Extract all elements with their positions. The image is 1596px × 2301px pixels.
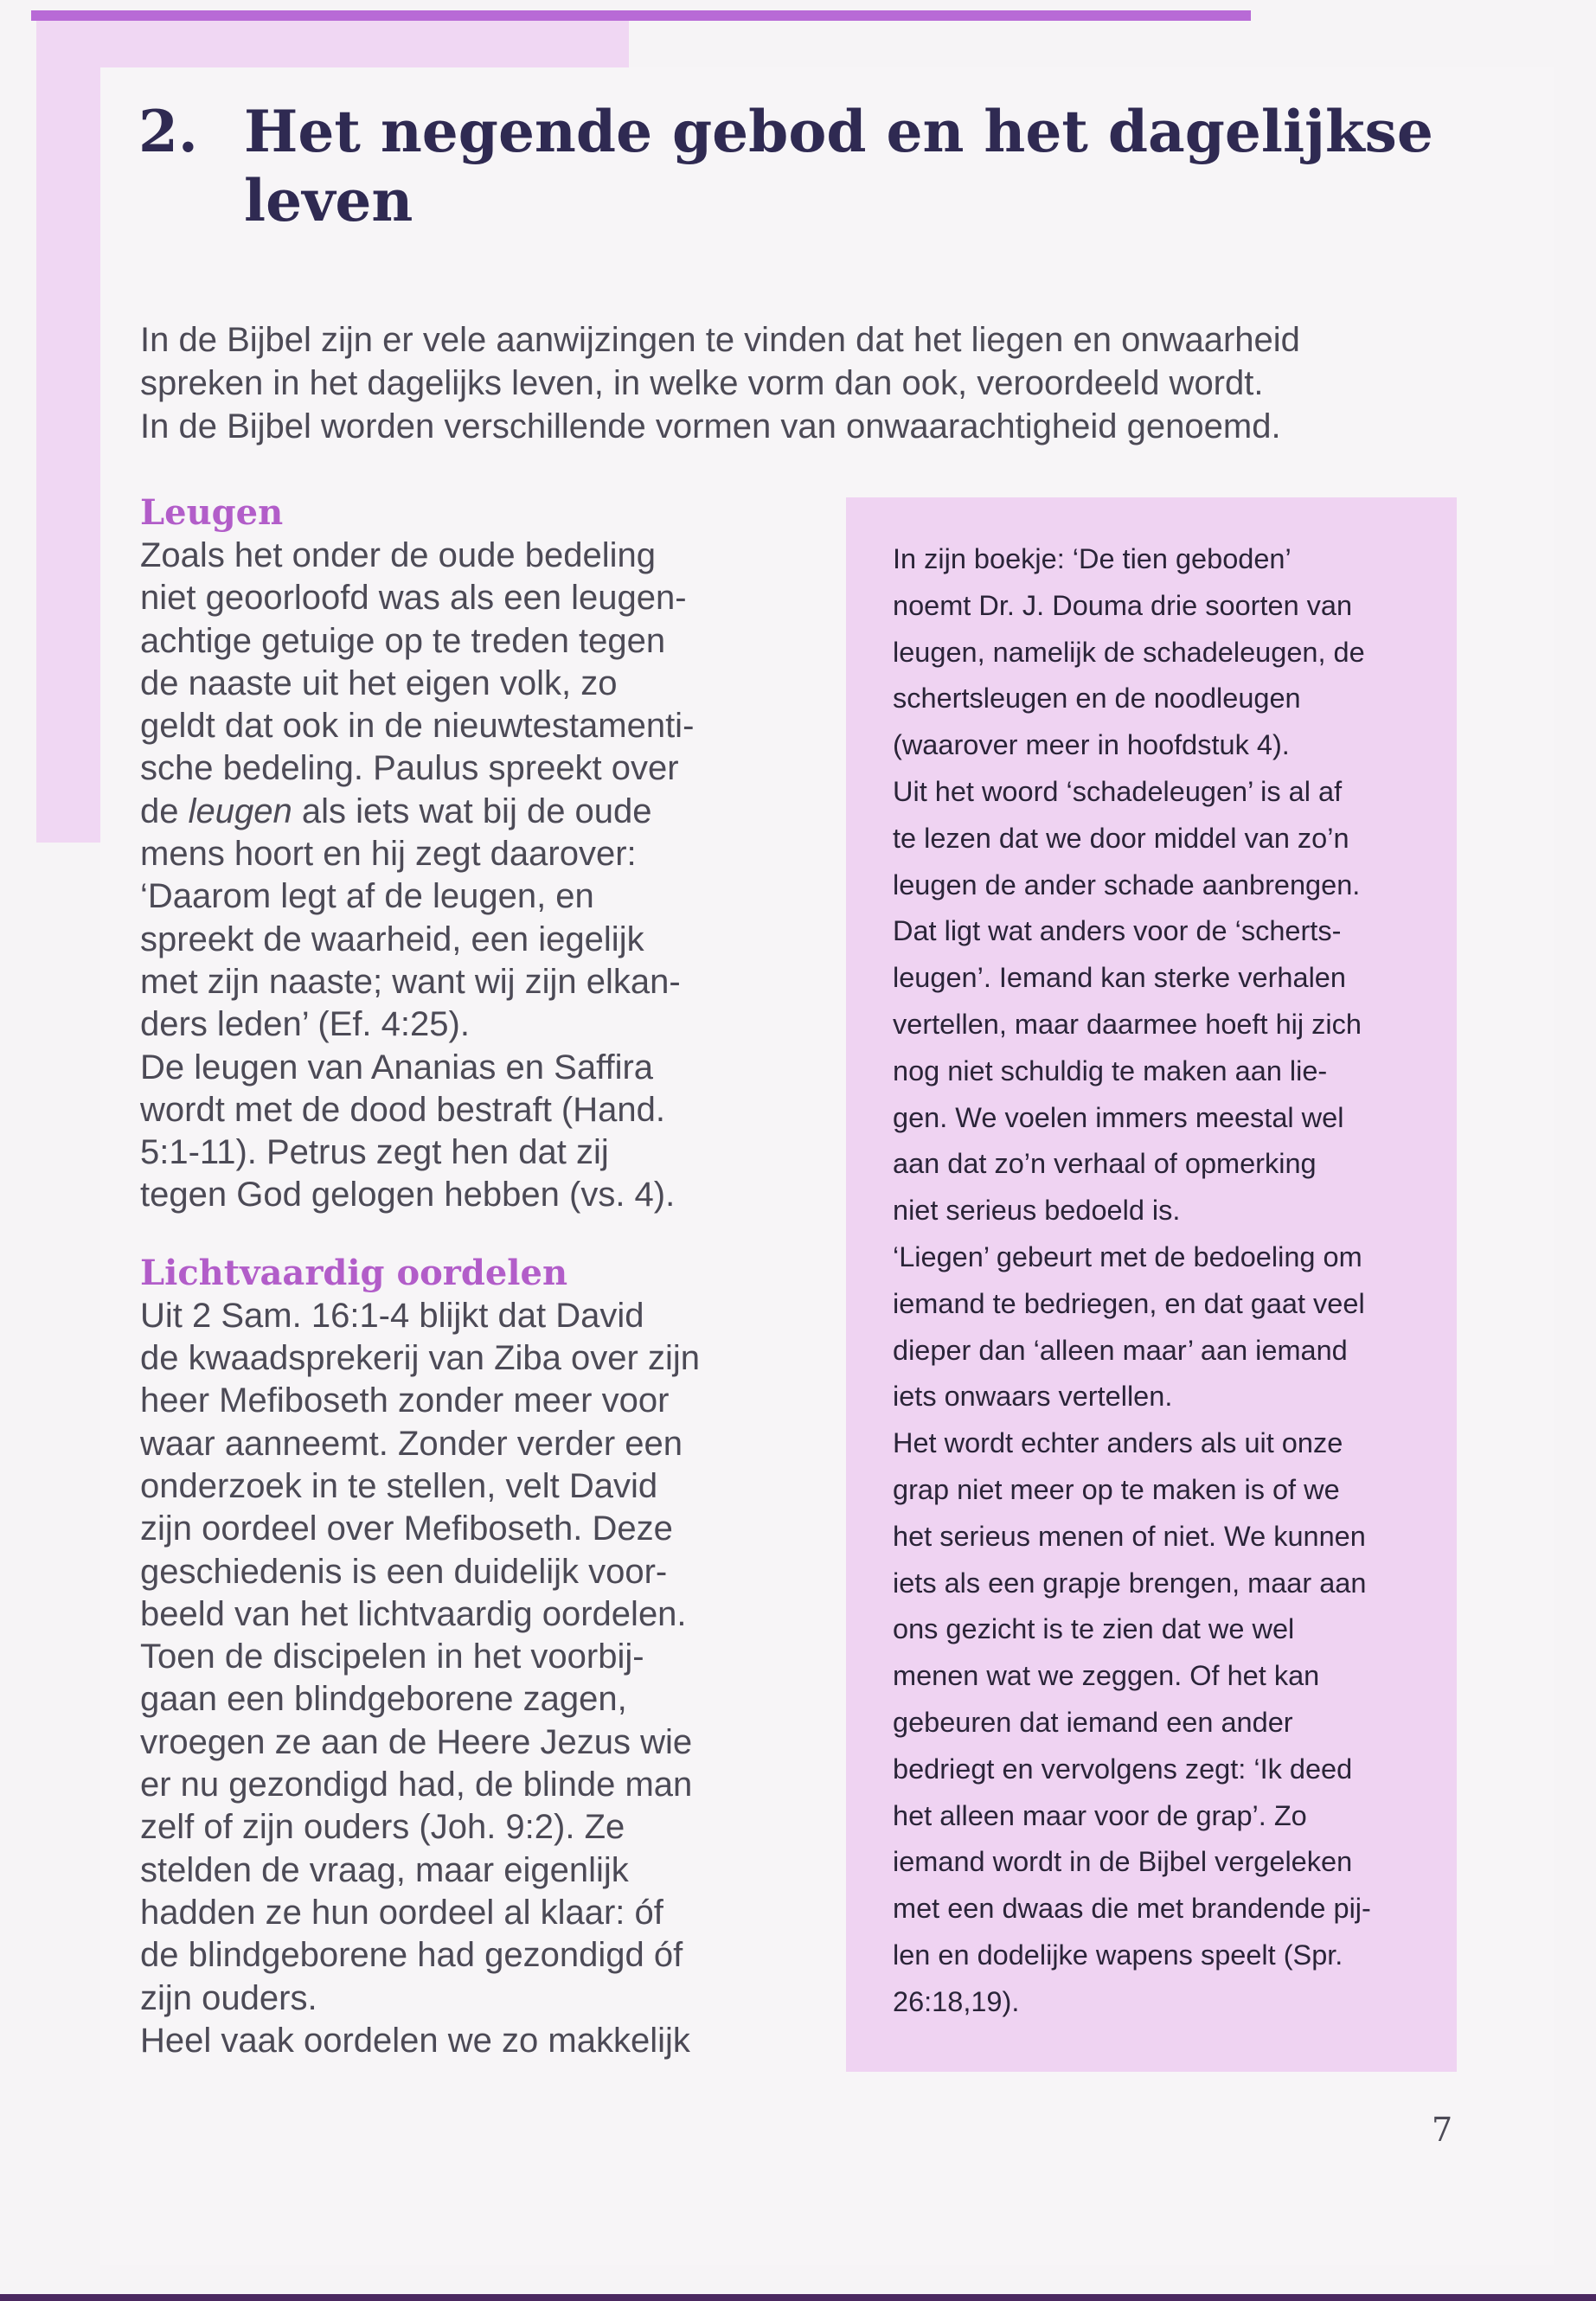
sidebar-line: vertellen, maar daarmee hoeft hij zich [893,1008,1362,1040]
body-line: met zijn naaste; want wij zijn elkan- [140,962,681,1001]
sidebar-box-text [893,536,1446,2026]
body-line: geschiedenis is een duidelijk voor- [140,1552,668,1591]
intro-line: In de Bijbel worden verschillende vormen van onwaarachtigheid genoemd. [140,407,1281,445]
body-line: Toen de discipelen in het voorbij- [140,1638,644,1676]
body-line: wordt met de dood bestraft (Hand. [140,1090,665,1129]
sidebar-line: iemand te bedriegen, en dat gaat veel [893,1287,1365,1319]
body-line: Uit 2 Sam. 16:1-4 blijkt dat David [140,1296,644,1335]
body-line: Heel vaak oordelen we zo makkelijk [140,2021,690,2060]
sidebar-line: te lezen dat we door middel van zo’n [893,822,1349,854]
section-heading: Leugen [140,492,284,533]
section-heading: Lichtvaardig oordelen [140,1252,568,1293]
bottom-edge [0,2294,1596,2301]
sidebar-line: len en dodelijke wapens speelt (Spr. [893,1939,1343,1971]
section-body [140,1295,798,2062]
text-run: de [140,792,189,830]
sidebar-line: gebeuren dat iemand een ander [893,1706,1293,1738]
body-line: onderzoek in te stellen, velt David [140,1466,658,1505]
sidebar-line: gen. We voelen immers meestal wel [893,1101,1344,1133]
sidebar-line: Dat ligt wat anders voor de ‘scherts- [893,915,1342,947]
intro-line: spreken in het dagelijks leven, in welke vorm dan ook, veroordeeld wordt. [140,364,1264,402]
main-text-column [140,491,798,2062]
section-leugen [140,491,798,1217]
body-line: Zoals het onder de oude bedeling [140,536,657,574]
body-line: tegen God gelogen hebben (vs. 4). [140,1176,676,1215]
body-line: vroegen ze aan de Heere Jezus wie [140,1722,693,1761]
body-line-with-italic [140,791,798,833]
sidebar-line: het serieus menen of niet. We kunnen [893,1520,1366,1552]
body-line: niet geoorloofd was als een leugen- [140,579,687,618]
body-line: geldt dat ook in de nieuwtestamenti- [140,707,695,746]
body-line: heer Mefiboseth zonder meer voor [140,1381,670,1420]
body-line: er nu gezondigd had, de blinde man [140,1766,693,1804]
chapter-title-line-2: leven [244,167,413,234]
chapter-title-line-1: Het negende gebod en het dagelijkse [244,98,1433,165]
sidebar-line: nog niet schuldig te maken aan lie- [893,1054,1328,1086]
sidebar-line: (waarover meer in hoofdstuk 4). [893,729,1290,761]
sidebar-line: ‘Liegen’ gebeurt met de bedoeling om [893,1240,1362,1272]
text-run: als iets wat bij de oude [292,792,652,830]
body-line: De leugen van Ananias en Saffira [140,1048,654,1086]
sidebar-line: iets onwaars vertellen. [893,1381,1173,1413]
sidebar-line: dieper dan ‘alleen maar’ aan iemand [893,1334,1348,1366]
sidebar-line: met een dwaas die met brandende pij- [893,1893,1371,1925]
sidebar-line: 26:18,19). [893,1985,1020,2017]
body-line: sche bedeling. Paulus spreekt over [140,749,679,788]
body-line: spreekt de waarheid, een iegelijk [140,920,644,958]
sidebar-line: In zijn boekje: ‘De tien geboden’ [893,543,1292,574]
sidebar-line: leugen, namelijk de schadeleugen, de [893,636,1365,668]
chapter-title [138,97,1436,235]
chapter-number: 2. [138,98,198,165]
body-line: ders leden’ (Ef. 4:25). [140,1005,470,1044]
sidebar-line: niet serieus bedoeld is. [893,1195,1181,1227]
body-line: zelf of zijn ouders (Joh. 9:2). Ze [140,1808,625,1847]
sidebar-line: leugen de ander schade aanbrengen. [893,868,1361,901]
section-body [140,535,798,1217]
sidebar-line: bedriegt en vervolgens zegt: ‘Ik deed [893,1753,1353,1785]
sidebar-line: ons gezicht is te zien dat we wel [893,1613,1295,1645]
body-line: hadden ze hun oordeel al klaar: óf [140,1893,663,1932]
sidebar-line: iemand wordt in de Bijbel vergeleken [893,1846,1353,1878]
sidebar-line: menen wat we zeggen. Of het kan [893,1660,1320,1692]
body-line: zijn oordeel over Mefiboseth. Deze [140,1509,673,1548]
body-line: gaan een blindgeborene zagen, [140,1680,627,1719]
body-line: waar aanneemt. Zonder verder een [140,1424,683,1463]
intro-line: In de Bijbel zijn er vele aanwijzingen te vinden dat het liegen en onwaarheid [140,321,1300,359]
sidebar-line: het alleen maar voor de grap’. Zo [893,1799,1307,1831]
page-number: 7 [1432,2111,1453,2149]
sidebar-line: noemt Dr. J. Douma drie soorten van [893,589,1353,621]
sidebar-line: Uit het woord ‘schadeleugen’ is al af [893,775,1343,807]
body-line: 5:1-11). Petrus zegt hen dat zij [140,1133,609,1172]
section-spacer [140,1217,798,1252]
intro-paragraph [140,318,1455,448]
italic-word: leugen [188,792,292,830]
sidebar-line: iets als een grapje brengen, maar aan [893,1567,1367,1599]
top-accent-rule [31,10,1251,21]
sidebar-line: Het wordt echter anders als uit onze [893,1427,1343,1459]
body-line: zijn ouders. [140,1978,317,2017]
body-line: mens hoort en hij zegt daarover: [140,835,637,874]
sidebar-line: schertsleugen en de noodleugen [893,683,1301,715]
sidebar-line: leugen’. Iemand kan sterke verhalen [893,962,1346,994]
body-line: de blindgeborene had gezondigd óf [140,1936,683,1975]
body-line: de kwaadsprekerij van Ziba over zijn [140,1339,700,1378]
body-line: de naaste uit het eigen volk, zo [140,663,618,702]
body-line: achtige getuige op te treden tegen [140,621,666,660]
body-line: ‘Daarom legt af de leugen, en [140,877,594,916]
sidebar-line: aan dat zo’n verhaal of opmerking [893,1148,1317,1180]
top-accent-band [36,21,629,67]
body-line: stelden de vraag, maar eigenlijk [140,1850,629,1889]
body-line: beeld van het lichtvaardig oordelen. [140,1594,687,1633]
sidebar-line: grap niet meer op te maken is of we [893,1473,1340,1505]
side-accent-band [36,21,100,843]
section-lichtvaardig-oordelen [140,1252,798,2062]
